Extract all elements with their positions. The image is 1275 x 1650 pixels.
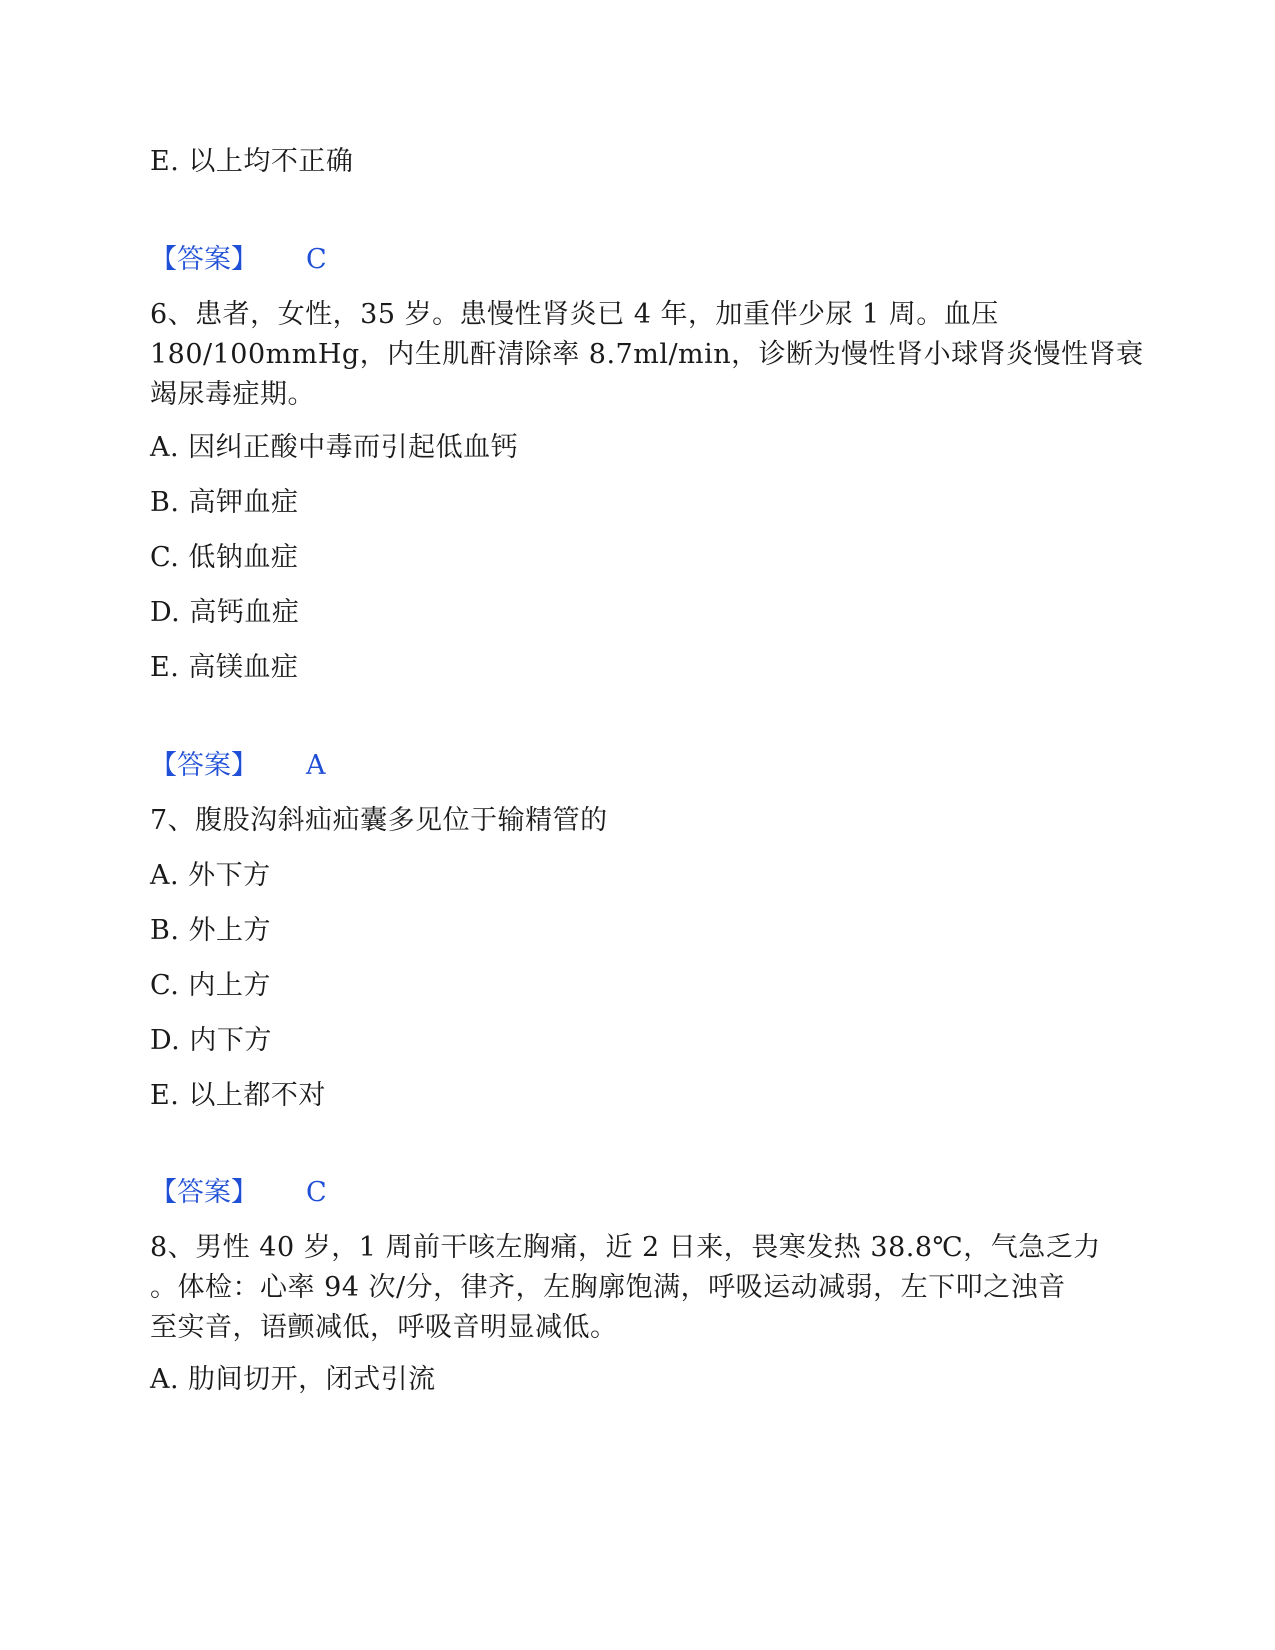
q7-option-e: E. 以上都不对 (150, 1080, 326, 1111)
answer-value: C (306, 244, 327, 275)
q8-stem-line-1: 8、男性 40 岁，1 周前干咳左胸痛，近 2 日来，畏寒发热 38.8℃，气急乏力 (150, 1232, 1101, 1263)
q6-option-c: C. 低钠血症 (150, 542, 299, 573)
q7-option-b: B. 外上方 (150, 915, 272, 946)
q7-stem-line-1: 7、腹股沟斜疝疝囊多见位于输精管的 (150, 805, 608, 836)
q6-answer (150, 746, 326, 786)
q7-option-c: C. 内上方 (150, 970, 271, 1001)
q8-stem-line-3: 至实音，语颤减低，呼吸音明显减低。 (150, 1312, 618, 1343)
q6-option-e: E. 高镁血症 (150, 652, 299, 683)
q6-stem-line-2: 180/100mmHg，内生肌酐清除率 8.7ml/min，诊断为慢性肾小球肾炎慢性肾衰 (150, 339, 1144, 370)
q7-option-a: A. 外下方 (150, 860, 271, 891)
q8-stem-line-2: 。体检：心率 94 次/分，律齐，左胸廓饱满，呼吸运动减弱，左下叩之浊音 (150, 1272, 1066, 1303)
answer-label: 【答案】 (150, 1177, 258, 1208)
q6-stem-line-1: 6、患者，女性，35 岁。患慢性肾炎已 4 年，加重伴少尿 1 周。血压 (150, 299, 999, 330)
q6-option-d: D. 高钙血症 (150, 597, 300, 628)
q5-option-e: E. 以上均不正确 (150, 146, 354, 177)
q7-option-d: D. 内下方 (150, 1025, 272, 1056)
q6-stem-line-3: 竭尿毒症期。 (150, 379, 315, 410)
answer-value: A (306, 750, 326, 781)
q7-answer (150, 1173, 327, 1213)
q5-answer (150, 240, 327, 280)
q6-option-a: A. 因纠正酸中毒而引起低血钙 (150, 432, 519, 463)
answer-value: C (306, 1177, 327, 1208)
answer-label: 【答案】 (150, 244, 258, 275)
q8-option-a: A. 肋间切开，闭式引流 (150, 1364, 436, 1395)
q6-option-b: B. 高钾血症 (150, 487, 299, 518)
answer-label: 【答案】 (150, 750, 258, 781)
